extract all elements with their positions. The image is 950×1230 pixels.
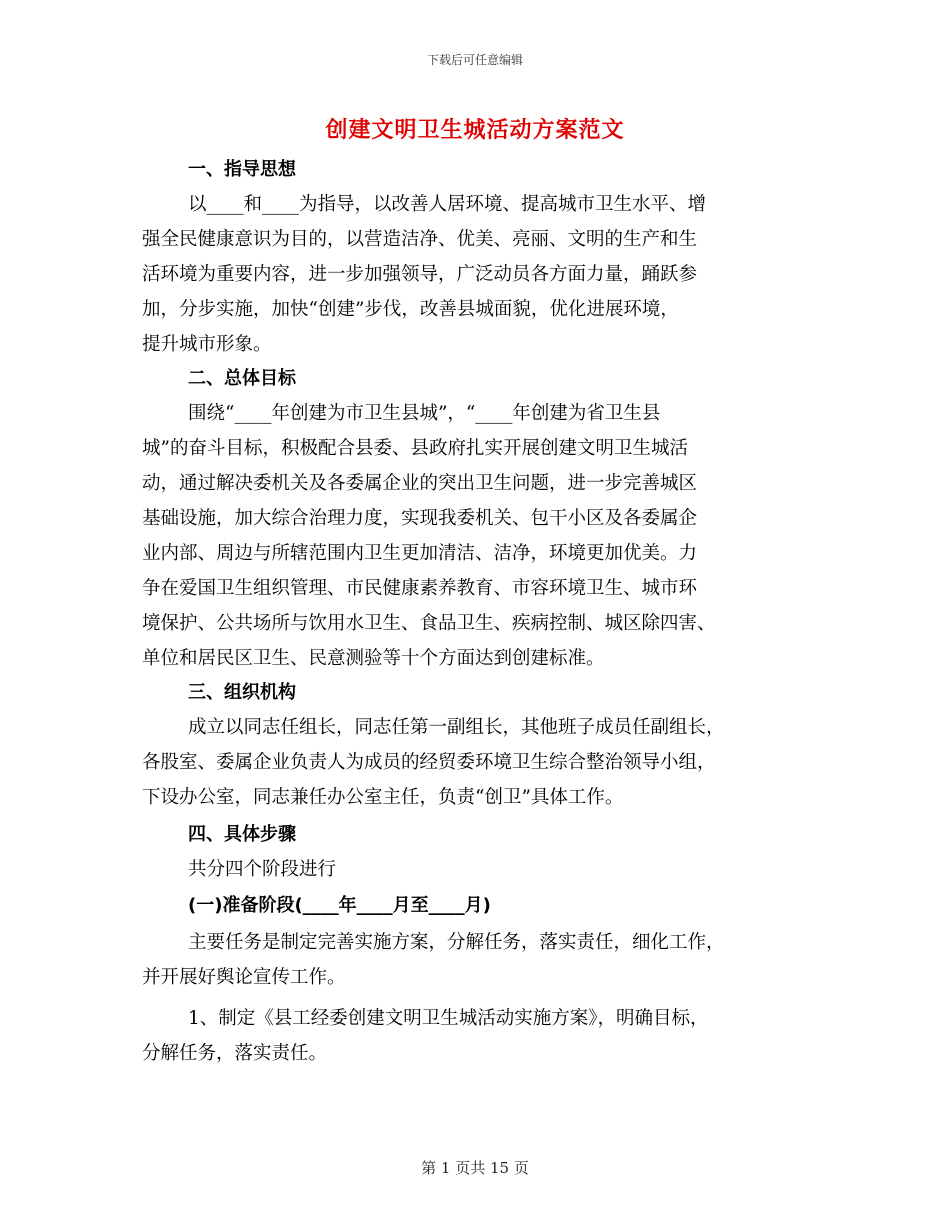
section-heading-specific-steps: 四、具体步骤	[188, 824, 296, 845]
paragraph-line: 基础设施，加大综合治理力度，实现我委机关、包干小区及各委属企	[142, 508, 698, 529]
section-heading-overall-goal: 二、总体目标	[188, 368, 296, 389]
paragraph-line: 动，通过解决委机关及各委属企业的突出卫生问题，进一步完善城区	[142, 473, 698, 494]
paragraph-guiding-ideology	[142, 187, 810, 362]
paragraph-line: 城”的奋斗目标，积极配合县委、县政府扎实开展创建文明卫生城活	[142, 438, 688, 459]
paragraph-line: 单位和居民区卫生、民意测验等十个方面达到创建标准。	[142, 648, 605, 669]
paragraph-line: 主要任务是制定完善实施方案，分解任务，落实责任，细化工作，	[188, 932, 725, 953]
paragraph-item-1	[142, 1001, 810, 1071]
paragraph-line: 并开展好舆论宣传工作。	[142, 967, 346, 988]
paragraph-line: 各股室、委属企业负责人为成员的经贸委环境卫生综合整治领导小组，	[142, 752, 716, 773]
paragraph-line: 以____和____为指导，以改善人居环境、提高城市卫生水平、增	[188, 194, 707, 215]
paragraph-line: 业内部、周边与所辖范围内卫生更加清洁、洁净，环境更加优美。力	[142, 543, 698, 564]
paragraph-line: 成立以同志任组长，同志任第一副组长，其他班子成员任副组长，	[188, 717, 725, 738]
document-title: 创建文明卫生城活动方案范文	[325, 117, 625, 143]
paragraph-line: 加，分步实施，加快“创建”步伐，改善县城面貌，优化进展环境，	[142, 299, 679, 320]
paragraph-overall-goal	[142, 396, 810, 676]
paragraph-line: 争在爱国卫生组织管理、市民健康素养教育、市容环境卫生、城市环	[142, 578, 698, 599]
paragraph-line: 围绕“____年创建为市卫生县城”，“____年创建为省卫生县	[188, 403, 661, 424]
paragraph-line: 活环境为重要内容，进一步加强领导，广泛动员各方面力量，踊跃参	[142, 264, 698, 285]
paragraph-line: 提升城市形象。	[142, 334, 272, 355]
paragraph-preparation	[142, 925, 810, 995]
paragraph-line: 下设办公室，同志兼任办公室主任，负责“创卫”具体工作。	[142, 787, 624, 808]
page-header-note: 下载后可任意编辑	[426, 53, 523, 67]
section-heading-guiding-ideology: 一、指导思想	[188, 159, 296, 180]
paragraph-line: 分解任务，落实责任。	[142, 1043, 328, 1064]
paragraph-line: 强全民健康意识为目的，以营造洁净、优美、亮丽、文明的生产和生	[142, 229, 698, 250]
paragraph-line: 境保护、公共场所与饮用水卫生、食品卫生、疾病控制、城区除四害、	[142, 613, 716, 634]
page-number-footer: 第 1 页共 15 页	[421, 1159, 529, 1177]
section-heading-organization: 三、组织机构	[188, 682, 296, 703]
document-body	[142, 153, 810, 1071]
paragraph-line: 1、制定《县工经委创建文明卫生城活动实施方案》，明确目标，	[188, 1008, 709, 1029]
steps-intro: 共分四个阶段进行	[188, 859, 337, 880]
paragraph-organization	[142, 710, 810, 815]
stage-heading-preparation: (一)准备阶段(____年____月至____月)	[188, 895, 491, 916]
